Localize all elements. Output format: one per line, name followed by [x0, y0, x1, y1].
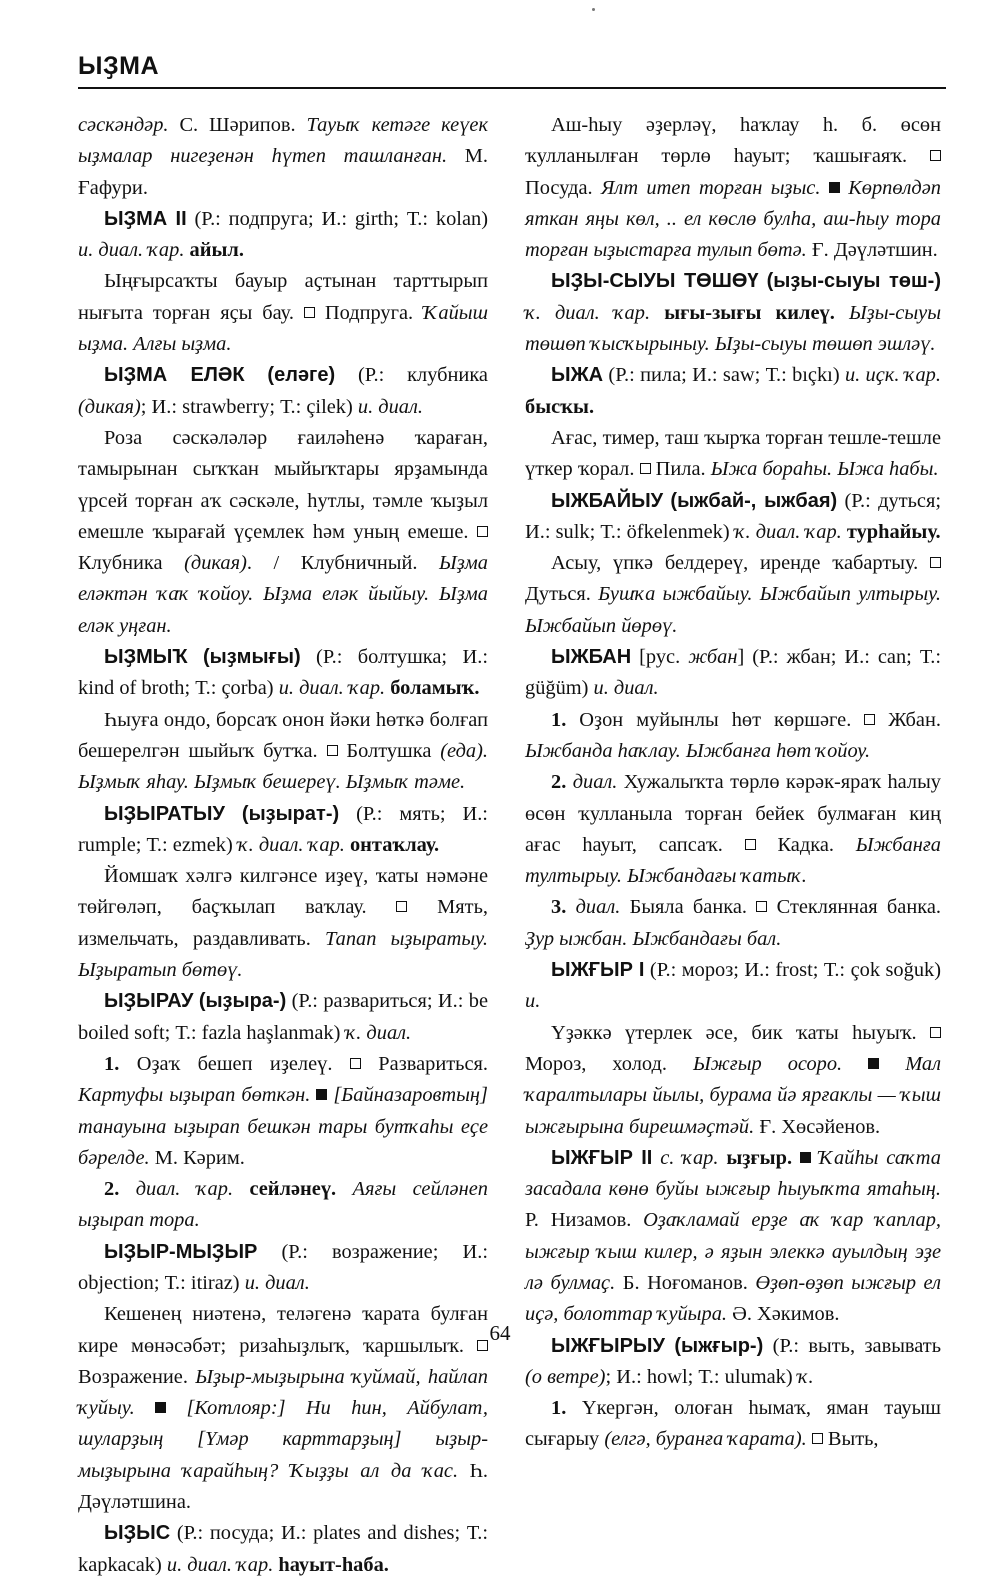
bold-text: 1.	[551, 708, 567, 731]
headword-form: (ыжғыр-)	[674, 1334, 764, 1357]
text: Йомшаҡ хәлгә килгәнсе иҙеү, ҡаты нәмәне төйгөләп, баҫҡылап ваҡлау.	[78, 865, 488, 919]
italic-text: Ыҙма еләктән ҡаҡ ҡойоу. Ыҙма еләк йыйыу. Ыҙма еләк уңған.	[78, 552, 488, 637]
text: (Р.: выть, завывать	[763, 1334, 941, 1357]
bold-text: ыҙғыр.	[726, 1146, 793, 1169]
paragraph	[525, 642, 941, 705]
open-square-marker-icon	[396, 901, 407, 912]
text: (Р.: дуться; И.: sulk; Т.: öfkelenmek)	[525, 489, 941, 543]
italic-text: Аяғы сейләнеп ыҙырап тора.	[78, 1178, 488, 1232]
text: (Р.: болтушка; И.: kind of broth; Т.: çorba)	[78, 646, 488, 700]
text: Ғ. Дәүләтшин.	[806, 239, 938, 262]
bold-text: 2.	[104, 1178, 120, 1201]
text	[792, 1147, 800, 1169]
text: Роза сәскәләләр ғаиләһенә ҡараған, тамырынан сыҡҡан мыйыҡтары ярҙамында үрсей торған аҡ сәскәле, һутлы, тәмле ҡыҙыл емешле ҡырағай үҫемлек һәм уның емеше.	[78, 426, 488, 543]
italic-text: [Байназаровтың] танауына ыҙырап бешкән тары бутҡаһы еҫе бәрелде.	[78, 1084, 488, 1169]
bold-text: 1.	[551, 1397, 567, 1420]
text: Подпруга.	[314, 301, 424, 324]
text: Оҙон муйынлы һөт көршәге.	[566, 708, 865, 731]
bold-text: сейләнеү.	[249, 1178, 337, 1201]
text	[879, 1053, 905, 1075]
text: ; И.: strawberry; Т.: çilek)	[140, 395, 358, 418]
bold-text: 3.	[551, 896, 567, 919]
open-square-marker-icon	[812, 1433, 823, 1444]
paragraph	[78, 423, 488, 642]
paragraph	[525, 423, 941, 486]
paragraph	[525, 1143, 941, 1331]
text	[166, 1397, 186, 1419]
open-square-marker-icon	[477, 526, 488, 537]
text	[188, 646, 203, 668]
headword: ЫЖҒЫР II	[551, 1146, 653, 1169]
text	[566, 896, 575, 918]
text: (Р.: посуда; И.: plates and dishes; Т.: kapkacak)	[78, 1522, 488, 1576]
text: Хужалыҡта төрлө кәрәк-яраҡ һалыу өсөн ҡулланыла торған бейек булмаған киң ағас һауыт, сапсаҡ.	[525, 771, 941, 856]
paragraph	[525, 266, 941, 360]
text: Ыңғырсаҡты бауыр аҫтынан тарттырып нығыта торған яҫы бау.	[78, 270, 488, 324]
italic-text: и. диал. ҡар.	[278, 677, 386, 700]
headword: ЫЖБАЙЫУ	[551, 489, 664, 512]
italic-text: ҡ. диал.	[345, 1021, 412, 1044]
text: Быяла банка.	[620, 896, 757, 919]
italic-text: ҡ. диал. ҡар.	[525, 301, 651, 324]
paragraph	[525, 486, 941, 549]
italic-text: и. диал.	[357, 395, 423, 418]
italic-text: и. диал. ҡар.	[78, 239, 185, 262]
text: М. Ғафури.	[78, 145, 489, 199]
paragraph	[78, 360, 488, 423]
text: Үкергән, олоған һымаҡ, яман тауыш сығарыу	[525, 1397, 941, 1451]
italic-text: и. диал. ҡар.	[166, 1553, 274, 1576]
headword: ЫҘМЫҠ	[104, 646, 188, 669]
text	[811, 1147, 819, 1169]
page-number: 64	[489, 1321, 511, 1345]
paragraph	[78, 861, 488, 986]
text: (Р.: мять; И.: rumple; Т.: ezmek)	[78, 802, 488, 856]
italic-text: Ялт итеп торған ыҙыс.	[601, 176, 821, 199]
text: Клубника	[78, 552, 185, 575]
paragraph	[78, 266, 488, 360]
text: Стеклянная банка.	[767, 896, 941, 919]
text: (Р.: подпруга; И.: girth; Т.: kolan)	[186, 207, 488, 230]
paragraph	[525, 1018, 941, 1143]
text: Ә. Хәкимов.	[727, 1303, 840, 1326]
text: Һыуға ондо, борсаҡ онон йәки һөткә болғап бешерелгән шыйыҡ бутҡа.	[78, 708, 488, 762]
text: Ағас, тимер, таш ҡырҡа торған тешле-тешле үткер ҡорал.	[525, 426, 941, 481]
text: (Р.: возражение; И.: objection; Т.: itiraz)	[78, 1240, 488, 1294]
text: . / Клубничный.	[246, 552, 440, 575]
open-square-marker-icon	[745, 839, 756, 850]
page-header-word: ЫҘМА	[78, 52, 160, 80]
italic-text: Картуфы ыҙырап бөткән.	[78, 1084, 311, 1107]
italic-text: Ыжғыр осоро.	[693, 1052, 843, 1075]
italic-text: и.	[525, 990, 541, 1013]
filled-square-marker-icon	[155, 1402, 166, 1413]
headword: ЫҘМА ЕЛӘК	[104, 364, 245, 387]
paragraph	[78, 110, 488, 204]
page-speck	[592, 8, 595, 11]
bold-text: айыл.	[189, 239, 244, 262]
paragraph	[78, 705, 488, 799]
italic-text: Мал ҡаралтылары йылы, бурама йә ярғаклы — ҡыш ыжғырына бирешмәҫтәй.	[525, 1052, 942, 1138]
right-column	[525, 110, 941, 1456]
text: ] (Р.: жбан; И.: can; Т.: güğüm)	[525, 646, 941, 700]
italic-text: Ҡайыш ыҙма. Алғы ыҙма.	[78, 301, 488, 356]
italic-text: диал.	[575, 896, 621, 919]
left-column	[78, 110, 488, 1581]
italic-text: сәскәндәр.	[78, 114, 169, 136]
headword: ЫҘЫР-МЫҘЫР	[104, 1240, 258, 1263]
italic-text: Ыҙы-сыуы төшөп ҡысҡырыныу. Ыҙы-сыуы төшөп эшләү.	[525, 301, 942, 356]
paragraph	[78, 642, 488, 705]
header-rule	[78, 87, 946, 89]
text: Жбан.	[875, 708, 941, 731]
text	[835, 302, 849, 324]
italic-text: ҡ. диал. ҡар.	[734, 520, 842, 543]
italic-text: и. иҫк. ҡар.	[844, 364, 941, 387]
headword: ЫҘЫС	[104, 1522, 171, 1545]
paragraph	[525, 110, 941, 266]
text: ; И.: howl; Т.: ulumak)	[605, 1365, 798, 1388]
text	[759, 270, 767, 292]
paragraph	[78, 1518, 488, 1581]
paragraph	[78, 1049, 488, 1174]
text: М. Кәрим.	[149, 1146, 245, 1169]
italic-text: Ҙур ыжбан. Ыжбандағы бал.	[525, 927, 782, 950]
italic-text: с. ҡар.	[660, 1146, 719, 1169]
italic-text: Тауыҡ кетәге кеүек ыҙмалар нигеҙенән һүтеп ташланған.	[78, 114, 488, 168]
paragraph	[525, 1393, 941, 1456]
paragraph	[525, 892, 941, 955]
italic-text: [Котлояр:] Ни һин, Айбулат, шуларҙың [Үмәр карттарҙың] ыҙыр-мыҙырына ҡарайһың? Ҡыҙҙы ал да ҡас.	[78, 1397, 488, 1482]
text: [рус.	[631, 646, 689, 669]
text: Болтушка	[337, 739, 441, 762]
filled-square-marker-icon	[829, 182, 840, 193]
bold-text: боламыҡ.	[390, 677, 480, 700]
italic-text: ҡ.	[797, 1365, 814, 1388]
paragraph	[525, 548, 941, 642]
text: (Р.: клубника	[335, 364, 488, 387]
headword-form: (ыжбай-, ыжбая)	[670, 489, 838, 512]
bold-text: турһайыу.	[846, 520, 941, 543]
text	[840, 177, 848, 199]
text: Аш-һыу әҙерләү, һаҡлау һ. б. өсөн ҡулланылған төрлө һауыт; ҡашығаяҡ.	[525, 114, 941, 168]
text: Б. Ноғоманов.	[615, 1271, 756, 1294]
headword: ЫҘМА II	[104, 207, 187, 230]
open-square-marker-icon	[930, 1027, 941, 1038]
text	[135, 1397, 155, 1419]
italic-text: (еда). Ыҙмыҡ яһау. Ыҙмыҡ бешереү. Ыҙмыҡ тәме.	[78, 739, 488, 794]
filled-square-marker-icon	[868, 1058, 879, 1069]
open-square-marker-icon	[756, 901, 767, 912]
open-square-marker-icon	[304, 307, 315, 318]
paragraph	[78, 1237, 488, 1300]
text: (Р.: развариться; И.: be boiled soft; Т.: fazla haşlanmak)	[78, 990, 488, 1044]
open-square-marker-icon	[930, 557, 941, 568]
text	[820, 177, 828, 199]
headword: ЫҘЫ-СЫУЫ ТӨШӨҮ	[551, 270, 759, 293]
text	[842, 1053, 868, 1075]
paragraph	[78, 799, 488, 862]
italic-text: диал.	[572, 771, 618, 794]
italic-text: жбан	[688, 646, 738, 669]
text	[119, 1178, 135, 1200]
open-square-marker-icon	[864, 714, 875, 725]
headword-form: (еләге)	[267, 364, 336, 387]
bold-text: ығы-зығы килеү.	[664, 301, 835, 324]
text: Кадка.	[755, 833, 856, 856]
headword-form: (ыҙмығы)	[202, 646, 301, 669]
text: Үҙәккә үтерлек әсе, бик ҡаты һыуыҡ.	[551, 1021, 930, 1044]
italic-text: (о ветре)	[525, 1365, 606, 1388]
italic-text: (дикая)	[184, 552, 247, 575]
headword: ЫЖҒЫРЫУ	[551, 1334, 665, 1357]
text: Посуда.	[525, 176, 602, 199]
paragraph	[78, 986, 488, 1049]
open-square-marker-icon	[930, 150, 941, 161]
text: Һ. Дәүләтшина.	[78, 1459, 488, 1514]
italic-text: Ыжа бораһы. Ыжа һабы.	[710, 458, 939, 481]
italic-text: Бушҡа ыжбайыу. Ыжбайып ултырыу. Ыжбайып йөрөү.	[525, 583, 941, 637]
text: Ғ. Хөсәйенов.	[754, 1115, 881, 1138]
paragraph	[525, 360, 941, 423]
paragraph	[78, 1174, 488, 1237]
text: Развариться.	[360, 1052, 488, 1075]
text	[245, 364, 268, 386]
italic-text: Ҡайһы саҡта засадала көнө буйы ыжғыр һыуыҡта ятаһың.	[525, 1146, 941, 1201]
headword: ЫЖҒЫР I	[551, 959, 645, 982]
italic-text: (елгә, буранға ҡарата).	[604, 1428, 807, 1451]
headword-form: (ыҙырат-)	[241, 802, 340, 825]
italic-text: Көрпөлдәп яткан яңы көл, .. ел көслө булһа, аш-һыу тора торған ыҙыстарға тулып бөтә.	[525, 176, 941, 262]
italic-text: Ыжбанға тултырыу. Ыжбандағы ҡатыҡ.	[525, 833, 941, 888]
paragraph	[525, 705, 941, 768]
text: Кешенең ниәтенә, теләгенә ҡарата булған кире мөнәсәбәт; ризаһыҙлыҡ, ҡаршылыҡ.	[78, 1303, 488, 1357]
open-square-marker-icon	[350, 1058, 361, 1069]
bold-text: онтаҡлау.	[349, 833, 440, 856]
text: Пила.	[650, 458, 711, 481]
text: Мороз, холод.	[525, 1052, 693, 1075]
text: Выть,	[822, 1428, 879, 1451]
text: (Р.: мороз; И.: frost; Т.: çok soğuk)	[644, 959, 942, 982]
text: Мять, измельчать, раздавливать.	[78, 896, 488, 950]
italic-text: Оҙаҡламай ерҙе аҡ ҡар ҡаплар, ыжғыр ҡыш килер, ә яҙын элеккә ауылдың эҙе лә булмаҫ.	[525, 1209, 941, 1294]
text: С. Шәрипов.	[168, 114, 307, 136]
filled-square-marker-icon	[316, 1089, 327, 1100]
text: Асыу, үпкә белдереү, иренде ҡабартыу.	[551, 552, 930, 575]
filled-square-marker-icon	[800, 1152, 811, 1163]
headword-form: (ыҙыра-)	[198, 990, 287, 1013]
text: Р. Низамов.	[525, 1209, 644, 1232]
text: Оҙаҡ бешеп иҙелеү.	[119, 1052, 350, 1075]
headword: ЫЖА	[551, 364, 604, 387]
italic-text: Тапап ыҙыратыу. Ыҙыратып бөтөү.	[78, 927, 488, 982]
text	[650, 302, 664, 324]
headword: ЫҘЫРАУ	[104, 990, 194, 1013]
paragraph	[525, 767, 941, 892]
bold-text: 1.	[104, 1052, 120, 1075]
bold-text: 2.	[551, 771, 567, 794]
text: Дуться.	[525, 583, 599, 606]
italic-text: (дикая)	[78, 395, 141, 418]
italic-text: Ыжбанда һаҡлау. Ыжбанға һөт ҡойоу.	[525, 739, 871, 762]
italic-text: и. диал.	[244, 1271, 310, 1294]
paragraph	[525, 955, 941, 1018]
italic-text: диал. ҡар.	[135, 1178, 234, 1201]
italic-text: и. диал.	[593, 677, 659, 700]
paragraph	[78, 204, 488, 267]
italic-text: Ыҙыр-мыҙырына ҡуймай, һайлап ҡуйыу.	[78, 1365, 488, 1420]
bold-text: бысҡы.	[525, 395, 595, 418]
text: (Р.: пила; И.: saw; Т.: bıçkı)	[603, 364, 845, 387]
text: Возражение.	[78, 1365, 196, 1388]
text	[225, 803, 242, 825]
open-square-marker-icon	[327, 745, 338, 756]
italic-text: Өҙөп-өҙөп ыжғыр ел иҫә, болоттар ҡуйыра.	[525, 1271, 941, 1326]
open-square-marker-icon	[640, 463, 651, 474]
bold-text: һауыт-һаба.	[278, 1553, 389, 1576]
text	[233, 1178, 249, 1200]
italic-text: ҡ. диал. ҡар.	[237, 833, 345, 856]
headword-form: (ыҙы-сыуы төш-)	[766, 270, 941, 293]
headword: ЫЖБАН	[551, 646, 632, 669]
headword: ЫҘЫРАТЫУ	[104, 802, 225, 825]
text	[336, 1178, 352, 1200]
